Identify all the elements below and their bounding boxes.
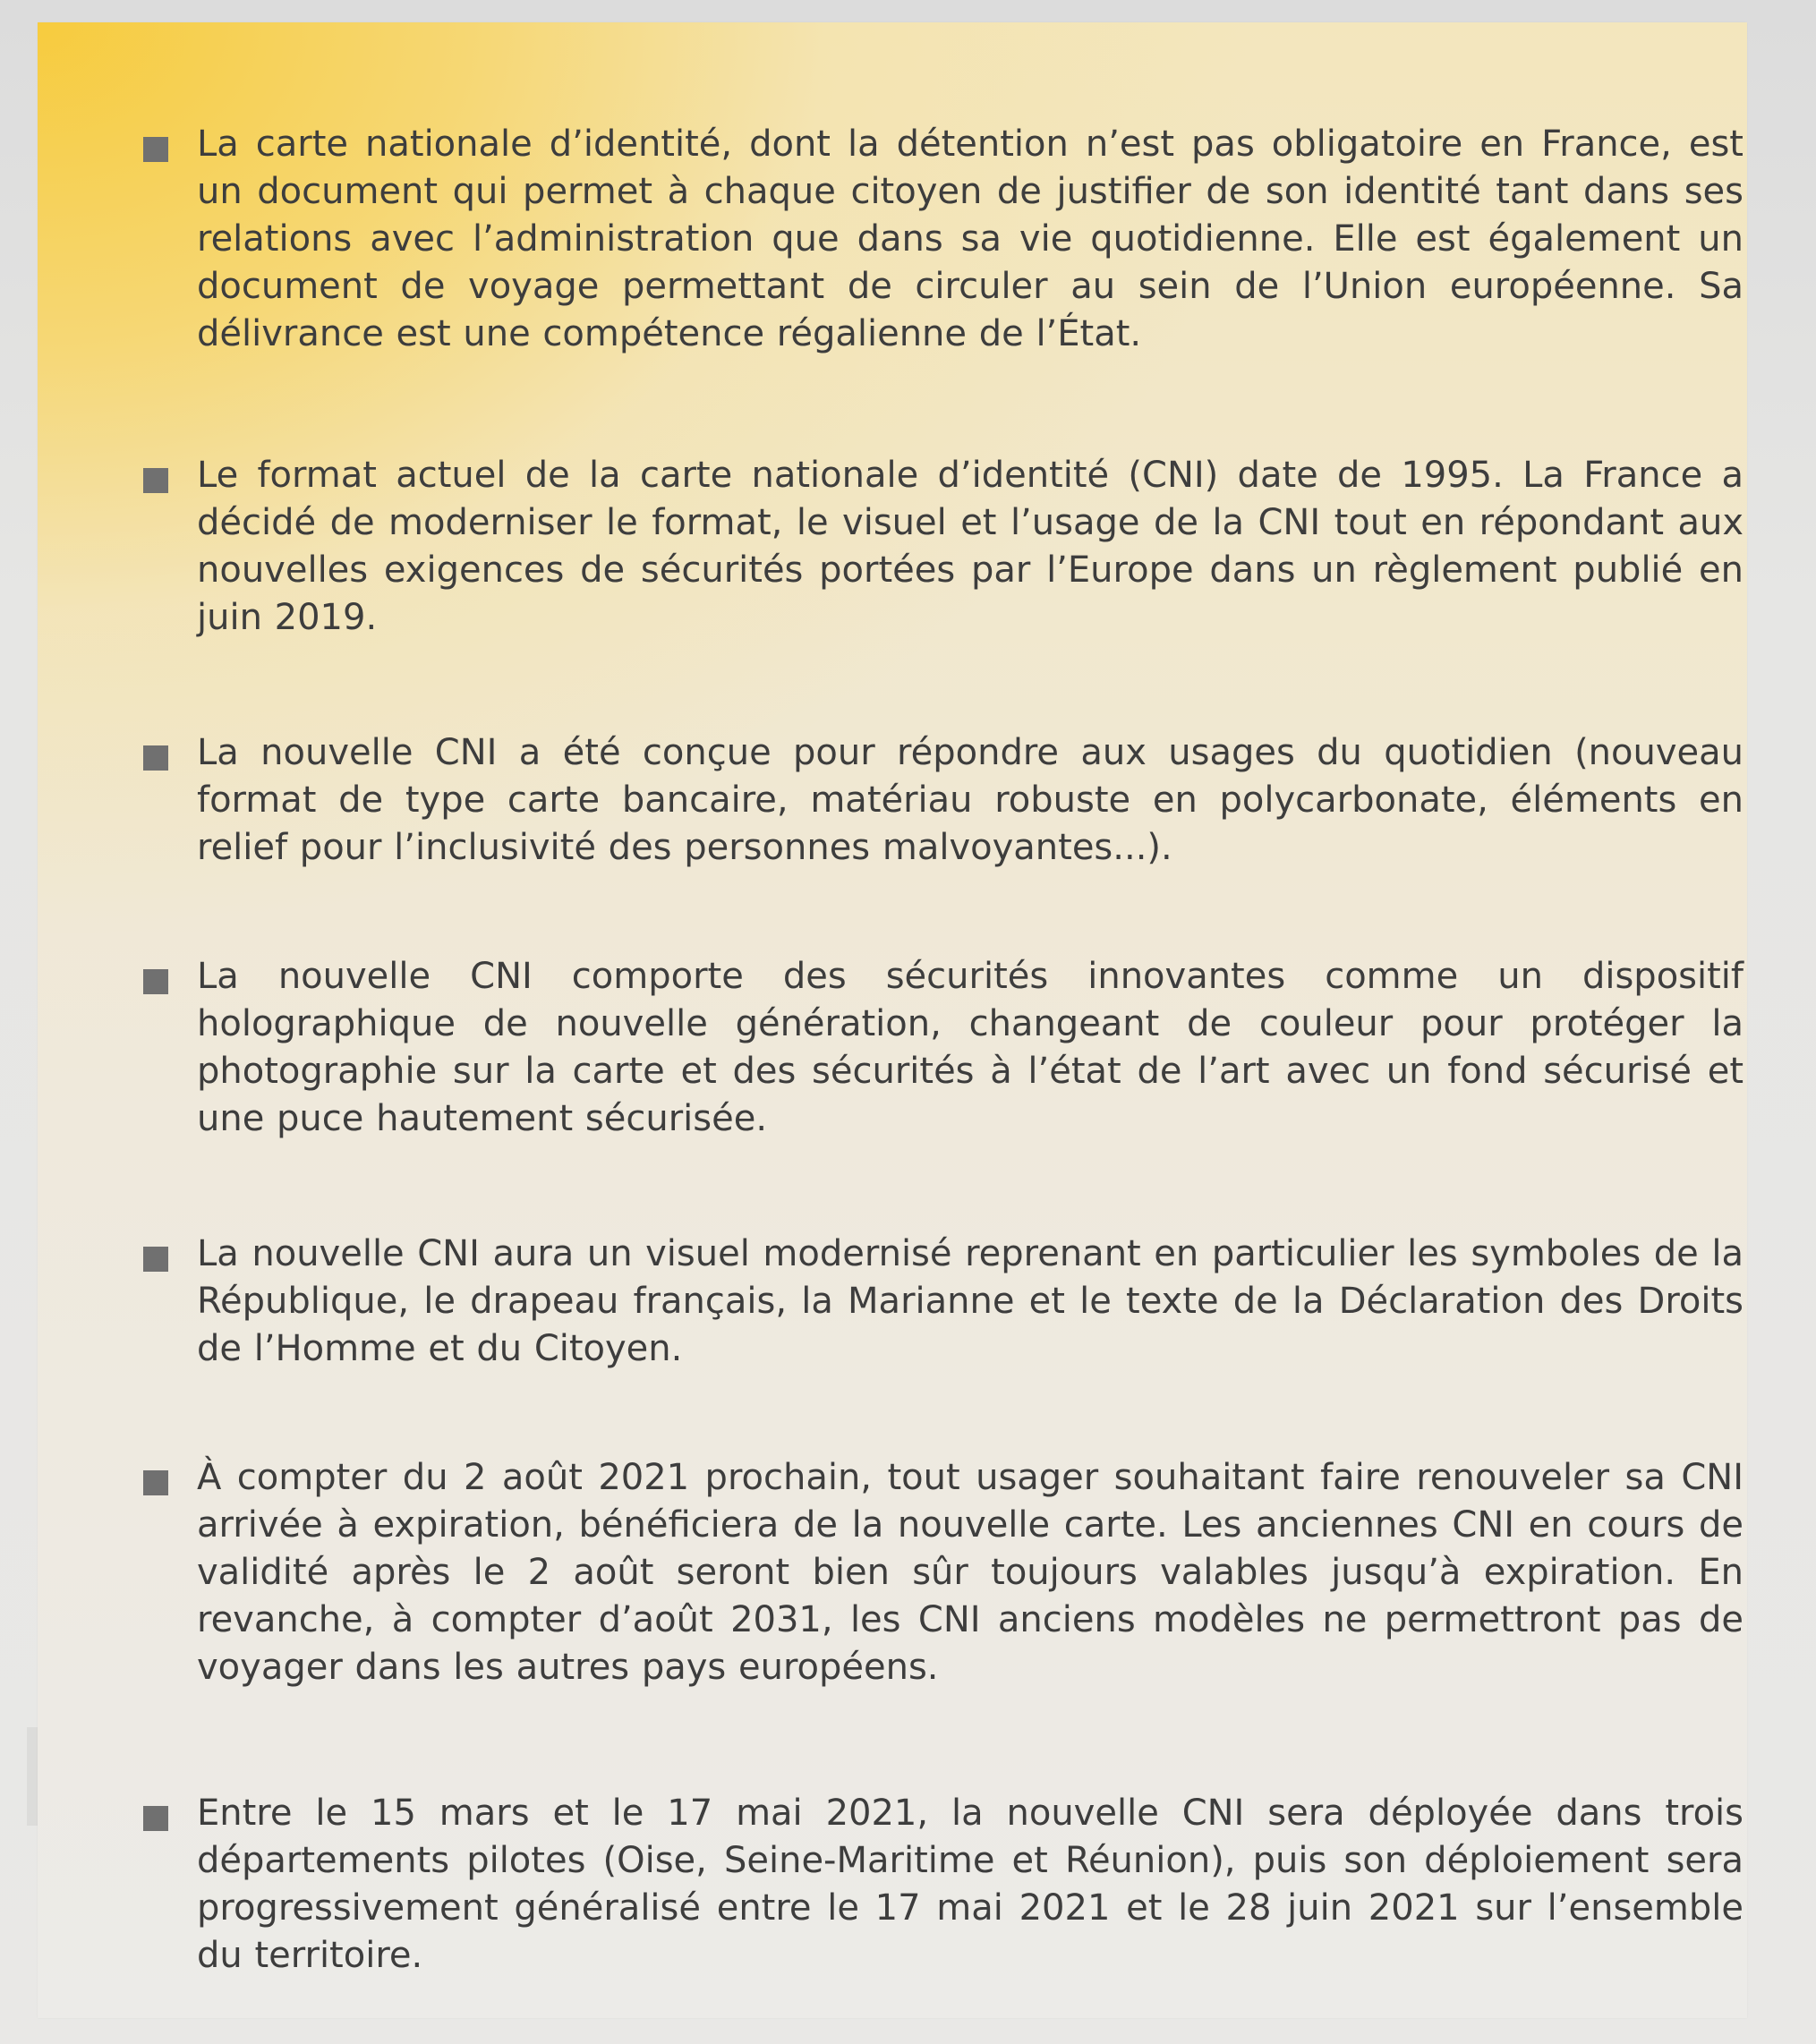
info-panel [38,22,1747,2018]
paragraph-text: La nouvelle CNI aura un visuel modernisé reprenant en particulier les symboles de la République, le drapeau français, la Marianne et le texte de la Déclaration des Droits de l’Homme et du Citoyen. [197,1233,1744,1369]
paragraph-text: Entre le 15 mars et le 17 mai 2021, la nouvelle CNI sera déployée dans trois départements pilotes (Oise, Seine-Maritime et Réunion), puis son déploiement sera progressivement généralisé entre le 17 mai 2021 et le 28 juin 2021 sur l’ensemble du territoire. [197,1793,1744,1976]
list-item [152,1231,1744,1373]
list-item [152,1790,1744,1980]
square-bullet-icon [143,969,168,994]
list-item [152,452,1744,642]
paragraph-text: Le format actuel de la carte nationale d’identité (CNI) date de 1995. La France a décidé de moderniser le format, le visuel et l’usage de la CNI tout en répondant aux nouvelles exigences de sécurités portées par l’Europe dans un règlement publié en juin 2019. [197,455,1744,638]
paragraph-text: La carte nationale d’identité, dont la détention n’est pas obligatoire en France, est un document qui permet à chaque citoyen de justifier de son identité tant dans ses relations avec l’administration que dans sa vie quotidienne. Elle est également un document de voyage permettant de circuler au sein de l’Union européenne. Sa délivrance est une compétence régalienne de l’État. [197,123,1744,354]
list-item [152,1454,1744,1691]
square-bullet-icon [143,1470,168,1495]
square-bullet-icon [143,468,168,493]
square-bullet-icon [143,1806,168,1831]
square-bullet-icon [143,1247,168,1272]
paragraph-text: À compter du 2 août 2021 prochain, tout usager souhaitant faire renouveler sa CNI arrivée à expiration, bénéficiera de la nouvelle carte. Les anciennes CNI en cours de validité après le 2 août seront bien sûr toujours valables jusqu’à expiration. En revanche, à compter d’août 2031, les CNI anciens modèles ne permettront pas de voyager dans les autres pays européens. [197,1457,1744,1688]
square-bullet-icon [143,137,168,162]
paragraph-text: La nouvelle CNI comporte des sécurités innovantes comme un dispositif holographique de nouvelle génération, changeant de couleur pour protéger la photographie sur la carte et des sécurités à l’état de l’art avec un fond sécurisé et une puce hautement sécurisée. [197,956,1744,1139]
square-bullet-icon [143,745,168,771]
list-item [152,121,1744,358]
list-item [152,729,1744,872]
list-item [152,953,1744,1143]
paragraph-text: La nouvelle CNI a été conçue pour répondre aux usages du quotidien (nouveau format de type carte bancaire, matériau robuste en polycarbonate, éléments en relief pour l’inclusivité des personnes malvoyantes...). [197,732,1744,868]
